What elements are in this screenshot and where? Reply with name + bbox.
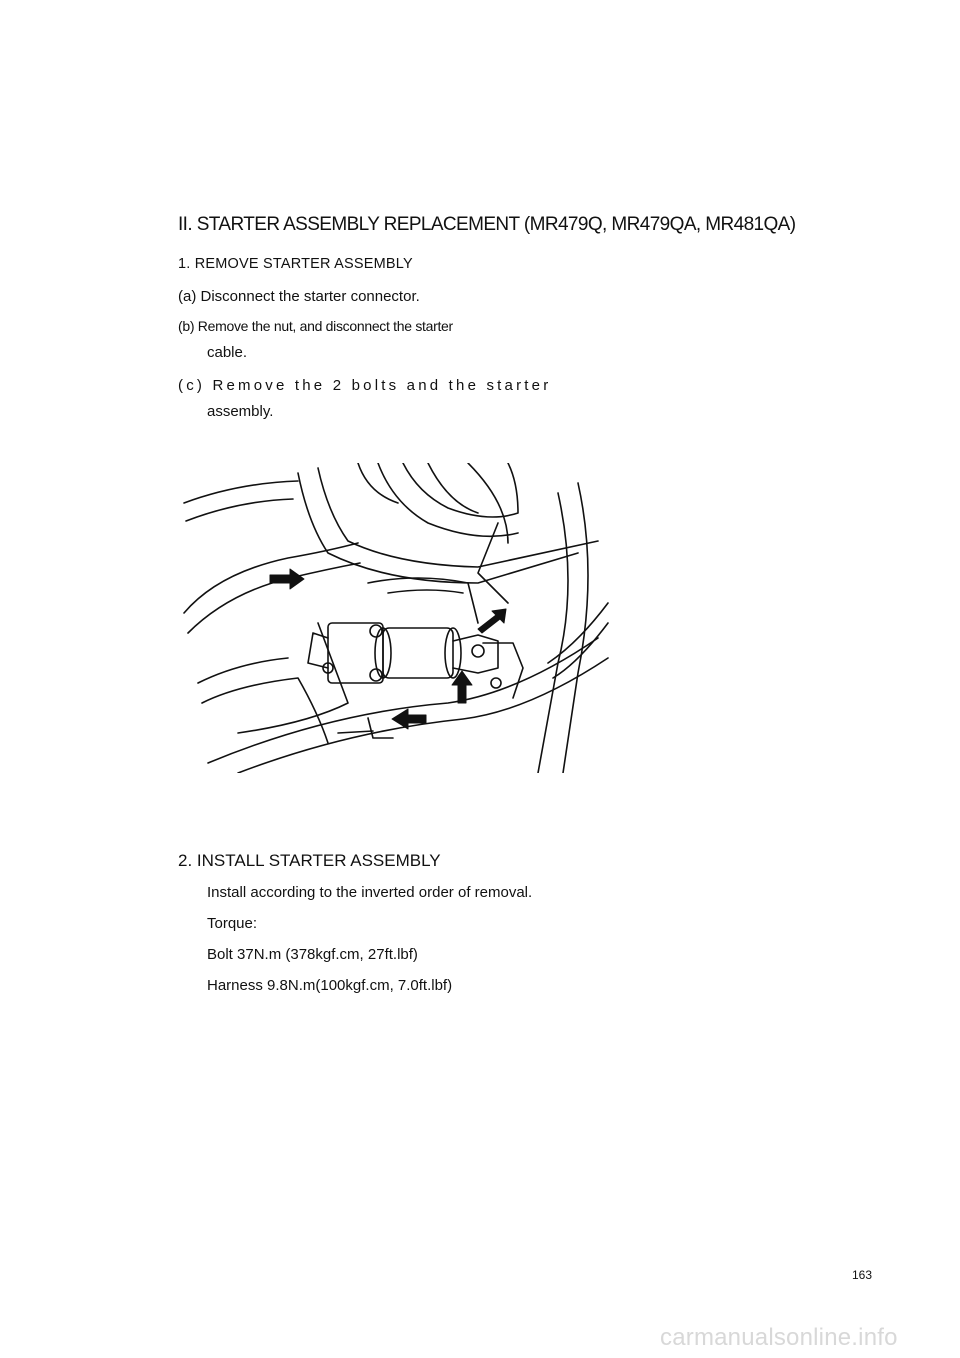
install-instruction: Install according to the inverted order of removal. [207,884,533,901]
watermark: carmanualsonline.info [660,1324,898,1351]
step-1c-text: (c) Remove the 2 bolts and the starter [178,377,552,394]
starter-assembly-illustration [178,463,614,773]
section-title: II. STARTER ASSEMBLY REPLACEMENT (MR479Q, MR479QA, MR481QA) [178,214,796,235]
step-1-heading: 1. REMOVE STARTER ASSEMBLY [178,256,413,272]
torque-label: Torque: [207,915,258,932]
page-number: 163 [852,1268,873,1282]
step-1b-text: (b) Remove the nut, and disconnect the starter [178,318,453,334]
step-2-heading: 2. INSTALL STARTER ASSEMBLY [178,851,441,870]
step-1c-text-continued: assembly. [207,403,274,420]
step-1a-text: (a) Disconnect the starter connector. [178,288,420,305]
step-1b-text-continued: cable. [207,344,248,361]
harness-torque-spec: Harness 9.8N.m(100kgf.cm, 7.0ft.lbf) [207,977,453,994]
bolt-torque-spec: Bolt 37N.m (378kgf.cm, 27ft.lbf) [207,946,418,963]
